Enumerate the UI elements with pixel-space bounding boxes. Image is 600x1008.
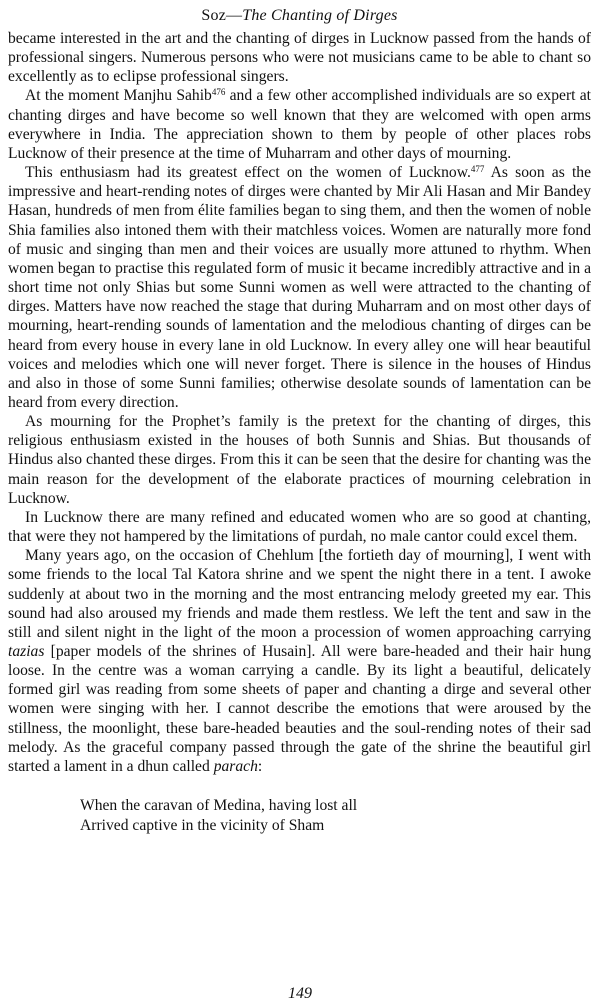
- verse-line-1: When the caravan of Medina, having lost all: [80, 797, 358, 815]
- paragraph-5: [8, 508, 591, 546]
- footnote-ref-476[interactable]: 476: [211, 87, 226, 98]
- paragraph-1-text: became interested in the art and the chanting of dirges in Lucknow passed from the hands of professional singers. Numerous persons who were not musicians came to be able to chant so excellently as to eclipse professional singers.: [8, 30, 591, 86]
- running-head: [8, 6, 591, 26]
- paragraph-3: [8, 163, 591, 412]
- footnote-ref-477[interactable]: 477: [470, 164, 485, 175]
- running-head-prefix: Soz—: [201, 7, 243, 24]
- paragraph-3-text-b: As soon as the impressive and heart-rending notes of dirges were chanted by Mir Ali Hasan and Mir Bandey Hasan, hundreds of men from élite families began to sing them, and then the women of noble Shia families also intoned them with their matchless voices. Women are naturally more fond of music and singing than men and their voices are usually more attuned to rhythm. When women began to practise this regulated form of music it became incredibly attractive and in a short time not only Shias but some Sunni women as well were attracted to the chanting of dirges. Matters have now reached the stage that during Muharram and on most other days of mourning, heart-rending sounds of lamentation and the melodious chanting of dirges can be heard from every house in every lane in old Lucknow. In every alley one will hear beautiful voices and melodies which one will never forget. There is silence in the houses of Hindus and also in those of some Sunni families; otherwise desolate sounds of lamentation can be heard from every direction.: [8, 164, 591, 411]
- paragraph-3-text-a: This enthusiasm had its greatest effect on the women of Lucknow.: [25, 164, 471, 182]
- paragraph-6: [8, 546, 591, 776]
- running-head-title: The Chanting of Dirges: [242, 7, 398, 24]
- paragraph-5-text: In Lucknow there are many refined and educated women who are so good at chanting, that were they not hampered by the limitations of purdah, no male cantor could excel them.: [8, 508, 591, 546]
- page-number: 149: [288, 985, 312, 1002]
- verse-line-2: Arrived captive in the vicinity of Sham: [80, 816, 325, 834]
- term-parach: parach: [213, 757, 258, 775]
- paragraph-2-text-b: and a few other accomplished individuals are so expert at chanting dirges and have become so well known that they are welcomed with open arms everywhere in India. The appreciation shown to them by people of other places robs Lucknow of their presence at the time of Muharram and other days of mourning.: [8, 87, 591, 162]
- paragraph-6-text-c: :: [257, 757, 263, 775]
- paragraph-4: [8, 412, 591, 508]
- paragraph-2-text-a: At the moment Manjhu Sahib: [25, 87, 212, 105]
- paragraph-6-text-a: Many years ago, on the occasion of Chehlum [the fortieth day of mourning], I went with some friends to the local Tal Katora shrine and we spent the night there in a tent. I awoke suddenly at about two in the morning and the most entrancing melody greeted my ear. This sound had also aroused my friends and made them restless. We left the tent and saw in the still and silent night in the light of the moon a procession of women approaching carrying: [8, 547, 591, 641]
- verse-quote: [8, 796, 591, 835]
- paragraph-2: [8, 86, 591, 163]
- body-text: [8, 29, 591, 776]
- paragraph-1: [8, 29, 591, 86]
- paragraph-4-text: As mourning for the Prophet’s family is the pretext for the chanting of dirges, this religious enthusiasm existed in the houses of both Sunnis and Shias. But thousands of Hindus also chanted these dirges. From this it can be seen that the desire for chanting was the main reason for the development of the elaborate practices of mourning celebration in Lucknow.: [8, 413, 591, 507]
- paragraph-6-text-b: [paper models of the shrines of Husain]. All were bare-headed and their hair hung loose. In the centre was a woman carrying a candle. By its light a beautiful, delicately formed girl was reading from some sheets of paper and chanting a dirge and several other women were singing with her. I cannot describe the emotions that were aroused by the stillness, the moonlight, these bare-headed beauties and the soul-rending notes of their sad melody. As the graceful company passed through the gate of the shrine the beautiful girl started a lament in a dhun called: [8, 643, 591, 775]
- term-tazias: tazias: [8, 643, 45, 660]
